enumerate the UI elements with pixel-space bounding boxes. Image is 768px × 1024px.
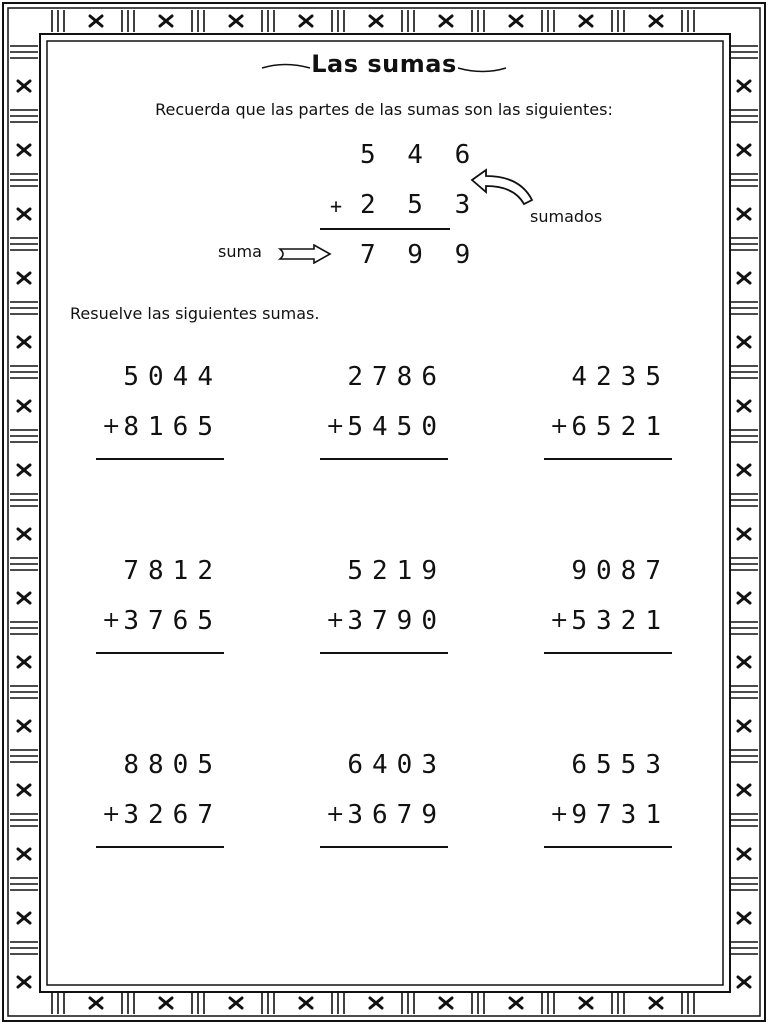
x-mark-icon bbox=[90, 16, 102, 26]
problem-addend-1: 6403 bbox=[347, 750, 446, 780]
addition-problem bbox=[544, 750, 674, 860]
example-addend-1: 5 4 6 bbox=[360, 140, 479, 170]
problem-answer-line[interactable] bbox=[320, 458, 448, 460]
x-mark-icon bbox=[18, 273, 30, 283]
x-mark-icon bbox=[510, 998, 522, 1008]
problem-plus-sign: + bbox=[550, 802, 569, 827]
problem-answer-line[interactable] bbox=[320, 652, 448, 654]
x-mark-icon bbox=[160, 16, 172, 26]
intro-text: Recuerda que las partes de las sumas son las siguientes: bbox=[155, 100, 613, 119]
problem-addend-1: 8805 bbox=[123, 750, 222, 780]
x-mark-icon bbox=[738, 465, 750, 475]
sum-label: suma bbox=[218, 242, 262, 261]
x-mark-icon bbox=[738, 657, 750, 667]
problem-plus-sign: + bbox=[102, 608, 121, 633]
x-mark-icon bbox=[738, 785, 750, 795]
x-mark-icon bbox=[90, 998, 102, 1008]
x-mark-icon bbox=[18, 849, 30, 859]
problem-plus-sign: + bbox=[102, 802, 121, 827]
problem-addend-1: 5219 bbox=[347, 556, 446, 586]
problem-plus-sign: + bbox=[326, 608, 345, 633]
x-mark-icon bbox=[440, 998, 452, 1008]
x-mark-icon bbox=[650, 998, 662, 1008]
problem-answer-line[interactable] bbox=[320, 846, 448, 848]
x-mark-icon bbox=[18, 145, 30, 155]
problem-addend-2: 3790 bbox=[347, 606, 446, 636]
title-row bbox=[0, 44, 768, 88]
x-mark-icon bbox=[18, 977, 30, 987]
problem-addend-2: 3765 bbox=[123, 606, 222, 636]
problem-answer-line[interactable] bbox=[96, 652, 224, 654]
problem-addend-2: 5450 bbox=[347, 412, 446, 442]
addition-problem bbox=[96, 556, 226, 666]
example-sum: 7 9 9 bbox=[360, 240, 479, 270]
x-mark-icon bbox=[650, 16, 662, 26]
problem-plus-sign: + bbox=[550, 608, 569, 633]
x-mark-icon bbox=[370, 998, 382, 1008]
x-mark-icon bbox=[300, 998, 312, 1008]
problem-plus-sign: + bbox=[102, 414, 121, 439]
x-mark-icon bbox=[510, 16, 522, 26]
example-addend-2: 2 5 3 bbox=[360, 190, 479, 220]
problem-plus-sign: + bbox=[550, 414, 569, 439]
problem-addend-2: 8165 bbox=[123, 412, 222, 442]
problem-addend-1: 9087 bbox=[571, 556, 670, 586]
problem-addend-2: 6521 bbox=[571, 412, 670, 442]
problem-answer-line[interactable] bbox=[544, 652, 672, 654]
x-mark-icon bbox=[738, 721, 750, 731]
x-mark-icon bbox=[18, 785, 30, 795]
x-mark-icon bbox=[738, 401, 750, 411]
curved-arrow-icon bbox=[468, 168, 540, 212]
instructions-text: Resuelve las siguientes sumas. bbox=[70, 304, 320, 323]
problem-plus-sign: + bbox=[326, 802, 345, 827]
x-mark-icon bbox=[230, 16, 242, 26]
x-mark-icon bbox=[580, 998, 592, 1008]
x-mark-icon bbox=[18, 721, 30, 731]
problem-addend-2: 3267 bbox=[123, 800, 222, 830]
problem-addend-1: 4235 bbox=[571, 362, 670, 392]
problem-addend-2: 3679 bbox=[347, 800, 446, 830]
x-mark-icon bbox=[738, 273, 750, 283]
x-mark-icon bbox=[18, 913, 30, 923]
addition-problem bbox=[320, 362, 450, 472]
x-mark-icon bbox=[300, 16, 312, 26]
x-mark-icon bbox=[18, 209, 30, 219]
x-mark-icon bbox=[440, 16, 452, 26]
example-plus-sign: + bbox=[330, 194, 351, 218]
addition-problem bbox=[544, 362, 674, 472]
x-mark-icon bbox=[18, 465, 30, 475]
problem-plus-sign: + bbox=[326, 414, 345, 439]
x-mark-icon bbox=[230, 998, 242, 1008]
x-mark-icon bbox=[738, 337, 750, 347]
x-mark-icon bbox=[738, 849, 750, 859]
addition-problem bbox=[96, 750, 226, 860]
problem-addend-2: 5321 bbox=[571, 606, 670, 636]
arrow-right-icon bbox=[278, 244, 334, 264]
x-mark-icon bbox=[160, 998, 172, 1008]
addition-problem bbox=[320, 750, 450, 860]
page-title: Las sumas bbox=[311, 50, 457, 78]
problem-addend-1: 5044 bbox=[123, 362, 222, 392]
x-mark-icon bbox=[18, 401, 30, 411]
addition-problem bbox=[320, 556, 450, 666]
x-mark-icon bbox=[738, 145, 750, 155]
problem-answer-line[interactable] bbox=[544, 458, 672, 460]
x-mark-icon bbox=[738, 209, 750, 219]
problem-answer-line[interactable] bbox=[96, 846, 224, 848]
x-mark-icon bbox=[18, 337, 30, 347]
x-mark-icon bbox=[738, 913, 750, 923]
problem-answer-line[interactable] bbox=[96, 458, 224, 460]
x-mark-icon bbox=[18, 657, 30, 667]
x-mark-icon bbox=[738, 593, 750, 603]
problem-addend-1: 7812 bbox=[123, 556, 222, 586]
addition-problem bbox=[96, 362, 226, 472]
x-mark-icon bbox=[738, 529, 750, 539]
addends-label: sumados bbox=[530, 207, 603, 226]
problem-addend-1: 2786 bbox=[347, 362, 446, 392]
x-mark-icon bbox=[370, 16, 382, 26]
problem-addend-2: 9731 bbox=[571, 800, 670, 830]
problem-addend-1: 6553 bbox=[571, 750, 670, 780]
problem-answer-line[interactable] bbox=[544, 846, 672, 848]
x-mark-icon bbox=[738, 977, 750, 987]
x-mark-icon bbox=[18, 529, 30, 539]
x-mark-icon bbox=[18, 593, 30, 603]
addition-problem bbox=[544, 556, 674, 666]
example-sum-line bbox=[320, 228, 450, 230]
x-mark-icon bbox=[580, 16, 592, 26]
